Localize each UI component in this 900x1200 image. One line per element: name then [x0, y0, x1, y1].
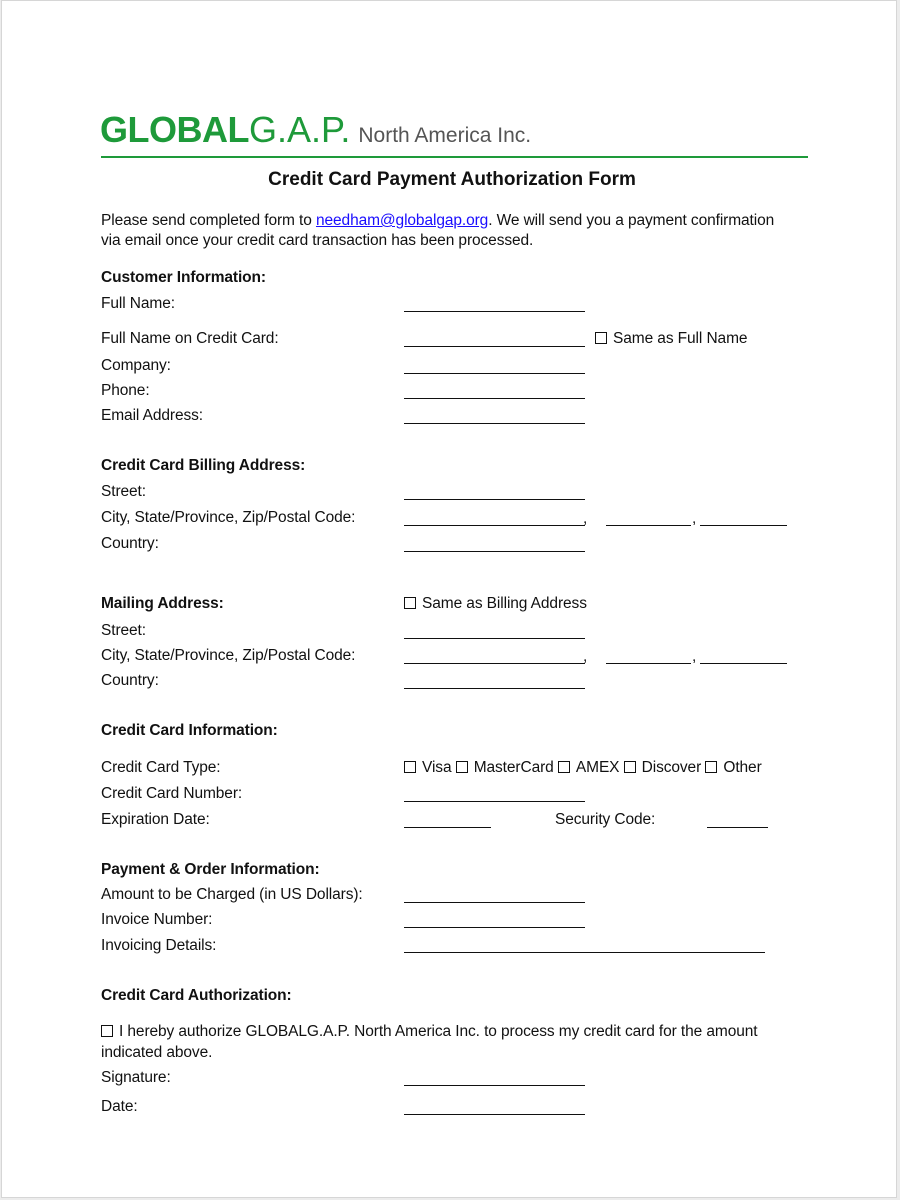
company-label: Company: [101, 357, 171, 374]
mailing-country-label: Country: [101, 672, 159, 689]
signature-field[interactable] [404, 1085, 585, 1086]
authorize-checkbox[interactable] [101, 1025, 113, 1037]
billing-country-label: Country: [101, 535, 159, 552]
billing-separator-2: , [692, 510, 697, 527]
billing-zip-field[interactable] [700, 525, 787, 526]
intro-line2: via email once your credit card transaction has been processed. [101, 232, 534, 249]
logo-divider [101, 156, 808, 158]
mailing-separator-1: , [583, 648, 588, 665]
payment-heading: Payment & Order Information: [101, 861, 320, 878]
mastercard-checkbox[interactable] [456, 761, 468, 773]
security-code-label: Security Code: [555, 811, 656, 828]
invoicing-details-label: Invoicing Details: [101, 937, 217, 954]
other-checkbox[interactable] [705, 761, 717, 773]
billing-country-field[interactable] [404, 551, 585, 552]
billing-state-field[interactable] [606, 525, 691, 526]
amount-label: Amount to be Charged (in US Dollars): [101, 886, 363, 903]
logo-strong-text: GLOBAL [100, 109, 249, 150]
billing-city-field[interactable] [404, 525, 585, 526]
full-name-field[interactable] [404, 311, 585, 312]
expiration-field[interactable] [404, 827, 491, 828]
date-label: Date: [101, 1098, 138, 1115]
card-type-other[interactable] [705, 759, 761, 776]
mailing-state-field[interactable] [606, 663, 691, 664]
invoice-number-label: Invoice Number: [101, 911, 213, 928]
phone-label: Phone: [101, 382, 150, 399]
authorization-line2: indicated above. [101, 1044, 213, 1061]
security-code-field[interactable] [707, 827, 768, 828]
card-type-amex[interactable] [558, 759, 620, 776]
mailing-street-field[interactable] [404, 638, 585, 639]
card-number-field[interactable] [404, 801, 585, 802]
invoicing-details-field[interactable] [404, 952, 765, 953]
card-type-options [404, 759, 762, 777]
card-type-discover[interactable] [624, 759, 702, 776]
mailing-country-field[interactable] [404, 688, 585, 689]
email-field[interactable] [404, 423, 585, 424]
email-link[interactable]: needham@globalgap.org [315, 212, 489, 229]
mailing-heading: Mailing Address: [101, 595, 224, 612]
logo-subtitle: North America Inc. [358, 124, 532, 147]
logo-light-text: G.A.P. [248, 109, 351, 150]
name-on-card-field[interactable] [404, 346, 585, 347]
full-name-label: Full Name: [101, 295, 175, 312]
expiration-label: Expiration Date: [101, 811, 210, 828]
phone-field[interactable] [404, 398, 585, 399]
mailing-zip-field[interactable] [700, 663, 787, 664]
logo [100, 109, 531, 151]
card-type-visa[interactable] [404, 759, 451, 776]
same-as-billing-label: Same as Billing Address [422, 595, 587, 612]
discover-checkbox[interactable] [624, 761, 636, 773]
card-number-label: Credit Card Number: [101, 785, 243, 802]
mailing-city-label: City, State/Province, Zip/Postal Code: [101, 647, 356, 664]
billing-street-field[interactable] [404, 499, 585, 500]
card-type-mastercard[interactable] [456, 759, 554, 776]
signature-label: Signature: [101, 1069, 171, 1086]
authorization-heading: Credit Card Authorization: [101, 987, 292, 1004]
card-type-label: Credit Card Type: [101, 759, 221, 776]
page-title: Credit Card Payment Authorization Form [268, 169, 636, 190]
authorization-line1: I hereby authorize GLOBALG.A.P. North America Inc. to process my credit card for the amount [119, 1023, 758, 1040]
same-as-full-name-option[interactable] [595, 330, 747, 348]
name-on-card-label: Full Name on Credit Card: [101, 330, 279, 347]
mastercard-label: MasterCard [473, 759, 554, 776]
invoice-number-field[interactable] [404, 927, 585, 928]
visa-label: Visa [422, 759, 452, 776]
other-label: Other [723, 759, 762, 776]
billing-street-label: Street: [101, 483, 146, 500]
customer-heading: Customer Information: [101, 269, 266, 286]
same-as-full-name-checkbox[interactable] [595, 332, 607, 344]
mailing-city-field[interactable] [404, 663, 585, 664]
email-label: Email Address: [101, 407, 203, 424]
same-as-billing-checkbox[interactable] [404, 597, 416, 609]
amex-checkbox[interactable] [558, 761, 570, 773]
authorization-statement[interactable] [101, 1023, 757, 1041]
billing-separator-1: , [583, 510, 588, 527]
billing-city-label: City, State/Province, Zip/Postal Code: [101, 509, 356, 526]
company-field[interactable] [404, 373, 585, 374]
discover-label: Discover [641, 759, 702, 776]
same-as-billing-option[interactable] [404, 595, 587, 613]
date-field[interactable] [404, 1114, 585, 1115]
intro-after: . We will send you a payment confirmation [488, 212, 775, 229]
card-heading: Credit Card Information: [101, 722, 278, 739]
form-page [1, 0, 897, 1198]
same-as-full-name-label: Same as Full Name [613, 330, 748, 347]
amount-field[interactable] [404, 902, 585, 903]
mailing-separator-2: , [692, 648, 697, 665]
amex-label: AMEX [575, 759, 620, 776]
billing-heading: Credit Card Billing Address: [101, 457, 306, 474]
visa-checkbox[interactable] [404, 761, 416, 773]
intro-before: Please send completed form to [101, 212, 316, 229]
intro-text [101, 212, 774, 230]
mailing-street-label: Street: [101, 622, 146, 639]
